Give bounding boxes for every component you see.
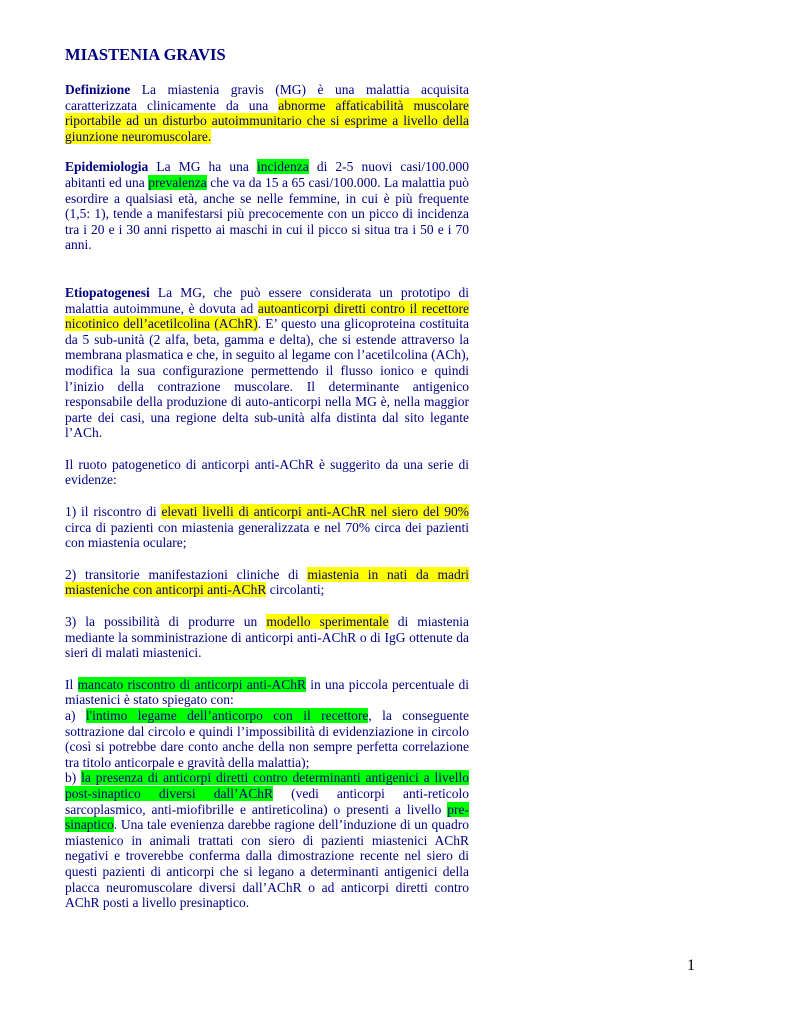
- evidence-3-text-2: di miastenia mediante la somministrazione di anticorpi anti-AChR o di IgG ottenute da sieri di malati miastenici.: [65, 614, 469, 661]
- mancato-item-a: [65, 708, 469, 770]
- evidence-2-text-2: circolanti;: [266, 582, 325, 598]
- autoanticorpi-highlight: autoanticorpi diretti contro il recettore nicotinico dell’acetilcolina (AChR): [65, 300, 469, 332]
- evidence-1-text-1: 1) il riscontro di: [65, 504, 162, 520]
- mancato-text-2: in una piccola percentuale di miastenici è stato spiegato con:: [65, 676, 469, 708]
- evidence-2-highlight: miastenia in nati da madri miasteniche con anticorpi anti-AChR: [65, 566, 469, 598]
- evidence-1-text-2: circa di pazienti con miastenia generalizzata e nel 70% circa dei pazienti con miastenia oculare;: [65, 519, 469, 551]
- evidence-1-paragraph: [65, 504, 469, 551]
- epidemiologia-text-1: La MG ha una: [148, 159, 257, 175]
- ruolo-paragraph: Il ruoto patogenetico di anticorpi anti-AChR è suggerito da una serie di evidenze:: [65, 456, 469, 488]
- evidence-2-paragraph: [65, 567, 469, 598]
- epidemiologia-text-2: di 2-5 nuovi casi/100.000 abitanti ed una: [65, 159, 469, 190]
- etiopatogenesi-paragraph: [65, 285, 469, 441]
- etiopatogenesi-text-1: La MG, che può essere considerata un prototipo di malattia autoimmune, è dovuta ad: [65, 284, 469, 316]
- etiopatogenesi-text-2: . E’ questo una glicoproteina costituita da 5 sub-unità (2 alfa, beta, gamma e delta), che si estende attraverso la membrana plasmatica e che, in seguito al legame con l’acetilcolina (ACh), modifica la sua configurazione permettendo il flusso ionico e quindi l’inizio della contrazione muscolare. Il determinante antigenico responsabile della produzione di auto-anticorpi nella MG è, nella maggior parte dei casi, una regione delta sub-unità alfa distinta dal sito legante l’ACh.: [65, 316, 469, 441]
- epidemiologia-text-3: che va da 15 a 65 casi/100.000. La malattia può esordire a qualsiasi età, anche se nelle femmine, in cui è più frequente (1,5: 1), tende a manifestarsi più precocemente con un picco di incidenza tra i 20 e i 30 anni rispetto ai maschi in cui il picco si situa tra i 50 e i 70 anni.: [65, 174, 469, 253]
- mancato-paragraph: [65, 677, 469, 708]
- definizione-label: Definizione: [65, 82, 131, 97]
- item-b-text-2: . Una tale evenienza darebbe ragione dell’induzione di un quadro miastenico in animali trattati con siero di pazienti miastenici AChR negativi e troverebbe conferma dalla dimostrazione recente nel siero di questi pazienti di anticorpi che si legano a determinanti antigenici della placca neuromuscolare diversi dall’AChR o ad anticorpi diretti contro AChR posti a livello presinaptico.: [65, 817, 469, 911]
- prevalenza-highlight: prevalenza: [148, 174, 207, 190]
- pre-sinaptico-highlight: pre-sinaptico: [65, 801, 469, 833]
- evidence-3-highlight: modello sperimentale: [266, 614, 389, 630]
- mancato-text-1: Il: [65, 676, 78, 692]
- mancato-item-b: [65, 770, 469, 910]
- definizione-text: La miastenia gravis (MG) è una malattia acquisita caratterizzata clinicamente da una: [65, 82, 469, 113]
- definizione-paragraph: [65, 82, 469, 144]
- evidence-3-paragraph: [65, 614, 469, 661]
- epidemiologia-label: Epidemiologia: [65, 159, 149, 175]
- item-a-prefix: a): [65, 708, 86, 723]
- page-number: 1: [687, 957, 695, 974]
- evidence-1-highlight: elevati livelli di anticorpi anti-AChR nel siero del 90%: [161, 504, 469, 520]
- item-b-prefix: b): [65, 770, 82, 786]
- item-b-text-1: (vedi anticorpi anti-reticolo sarcoplasmico, anti-miofibrille e antireticolina) o presenti a livello: [65, 785, 469, 817]
- evidence-2-text-1: 2) transitorie manifestazioni cliniche di: [65, 566, 308, 582]
- etiopatogenesi-label: Etiopatogenesi: [65, 284, 150, 300]
- definizione-highlight: abnorme affaticabilità muscolare riportabile ad un disturbo autoimmunitario che si esprime a livello della giunzione neuromuscolare.: [65, 97, 469, 144]
- item-b-highlight: la presenza di anticorpi diretti contro determinanti antigenici a livello post-sinaptico diversi dall’AChR: [65, 770, 469, 801]
- evidence-3-text-1: 3) la possibilità di produrre un: [65, 614, 267, 630]
- item-a-text: , la conseguente sottrazione dal circolo e quindi l’impossibilità di evidenziazione in circolo (così si potrebbe dare conto anche della non sempre perfetta correlazione tra titolo anticorpale e gravità della malattia);: [65, 708, 469, 770]
- mancato-highlight: mancato riscontro di anticorpi anti-AChR: [77, 676, 307, 692]
- document-body: [65, 82, 469, 911]
- incidenza-highlight: incidenza: [257, 159, 309, 175]
- item-a-highlight: l'intimo legame dell’anticorpo con il recettore: [85, 708, 369, 723]
- document-title: MIASTENIA GRAVIS: [65, 45, 226, 64]
- epidemiologia-paragraph: [65, 159, 469, 253]
